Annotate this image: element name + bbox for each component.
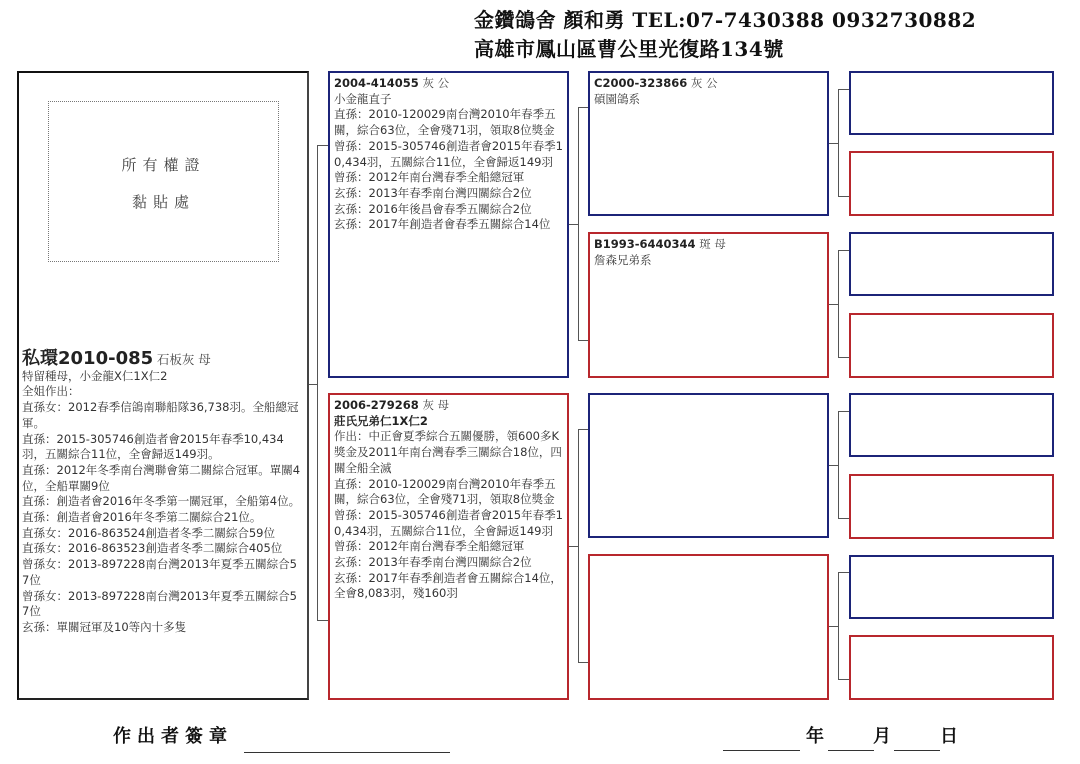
signature-label: 作出者簽章 — [113, 726, 233, 747]
dam-name: 莊氏兄弟仁1X仁2 — [334, 413, 428, 428]
connector-line — [829, 465, 838, 466]
sire-line: 曾孫：2015-305746創造者會2015年春季10,434羽，五關綜合11位，全會歸返149羽 — [334, 138, 563, 169]
subject-line: 玄孫：單關冠軍及10等內十多隻 — [22, 619, 187, 634]
dam-line: 直孫：2010-120029南台灣2010年春季五關，綜合63位，全會殘71羽，領取8位獎金 — [334, 476, 556, 507]
connector-line — [838, 679, 849, 680]
day-line[interactable] — [894, 750, 940, 751]
connector-line — [838, 196, 849, 197]
sire-dam-strain: 詹森兄弟系 — [594, 252, 652, 267]
loft-contact-header: 金鑽鴿舍 顏和勇 TEL:07-7430388 0932730882 — [474, 8, 977, 32]
connector-line — [838, 250, 839, 358]
subject-line: 直孫女：2016-863523創造者冬季二關綜合405位 — [22, 541, 283, 556]
connector-line — [309, 384, 317, 385]
connector-line — [838, 89, 839, 197]
day-label: 日 — [940, 726, 958, 747]
connector-line — [838, 572, 849, 573]
dam-line: 曾孫：2015-305746創造者會2015年春季10,434羽，五關綜合11位，全會歸返149羽 — [334, 507, 563, 538]
connector-line — [317, 145, 328, 146]
sire-dam-color-sex: 斑 母 — [699, 237, 726, 251]
gen4-box-1 — [849, 71, 1054, 135]
subject-line: 直孫：創造者會2016年冬季第一關冠軍，全船第4位。 — [22, 494, 301, 509]
connector-line — [838, 572, 839, 680]
sire-sire-box — [588, 71, 829, 216]
year-line[interactable] — [723, 750, 800, 751]
certificate-label-1: 所有權證 — [121, 156, 206, 174]
sire-line: 玄孫：2016年後昌會春季五關綜合2位 — [334, 201, 532, 216]
gen4-box-7 — [849, 555, 1054, 619]
subject-line: 直孫女：2012春季信鴿南聯船隊36,738羽。全船總冠軍。 — [22, 400, 299, 430]
dam-sire-box — [588, 393, 829, 538]
sire-line: 直孫：2010-120029南台灣2010年春季五關，綜合63位，全會殘71羽，領取8位獎金 — [334, 107, 556, 138]
gen4-box-5 — [849, 393, 1054, 457]
connector-line — [829, 143, 838, 144]
year-label: 年 — [806, 726, 824, 747]
sire-sire-ring-number: C2000-323866 — [594, 76, 688, 90]
dam-line: 玄孫：2017年春季創造者會五關綜合14位，全會8,083羽，殘160羽 — [334, 570, 562, 601]
subject-line: 曾孫女：2013-897228南台灣2013年夏季五關綜合57位 — [22, 588, 297, 619]
connector-line — [578, 107, 588, 108]
subject-ring-number: 私環2010-085 — [22, 348, 154, 369]
signature-line[interactable] — [244, 752, 450, 753]
dam-line: 曾孫：2012年南台灣春季全船總冠軍 — [334, 539, 525, 554]
sire-box — [328, 71, 569, 378]
subject-line: 特留種母，小金龍X仁1X仁2 — [22, 368, 168, 383]
month-label: 月 — [873, 726, 891, 747]
connector-line — [829, 304, 838, 305]
dam-line: 作出：中正會夏季綜合五關優勝，領600多K獎金及2011年南台灣春季三關綜合18位，四關全船全滅 — [334, 429, 562, 475]
connector-line — [838, 518, 849, 519]
subject-color-sex: 石板灰 母 — [156, 352, 211, 367]
subject-line: 直孫女：2016-863524創造者冬季二關綜合59位 — [22, 525, 275, 540]
connector-line — [578, 662, 588, 663]
dam-box — [328, 393, 569, 700]
connector-line — [838, 411, 839, 519]
dam-ring-number: 2006-279268 — [334, 398, 419, 412]
connector-line — [317, 145, 318, 621]
connector-line — [829, 626, 838, 627]
subject-details — [19, 348, 307, 639]
connector-line — [838, 357, 849, 358]
sire-sire-strain: 碩園鴿系 — [594, 91, 640, 106]
dam-line: 玄孫：2013年春季南台灣四關綜合2位 — [334, 555, 532, 570]
gen4-box-2 — [849, 151, 1054, 216]
subject-line: 曾孫女：2013-897228南台灣2013年夏季五關綜合57位 — [22, 557, 297, 587]
connector-line — [838, 411, 849, 412]
subject-line: 直孫：創造者會2016年冬季第二關綜合21位。 — [22, 510, 262, 525]
sire-line: 小金龍直子 — [334, 91, 392, 106]
sire-line: 玄孫：2017年創造者會春季五關綜合14位 — [334, 217, 551, 232]
dam-dam-box — [588, 554, 829, 700]
dam-color-sex: 灰 母 — [422, 398, 450, 412]
subject-line: 直孫：2012年冬季南台灣聯會第二關綜合冠軍。單關4位，全船單關9位 — [22, 462, 301, 493]
sire-dam-ring-number: B1993-6440344 — [594, 237, 696, 251]
loft-address: 高雄市鳳山區曹公里光復路134號 — [474, 37, 784, 61]
subject-line: 全姐作出： — [22, 384, 80, 399]
connector-line — [578, 429, 579, 663]
connector-line — [569, 546, 578, 547]
sire-line: 曾孫：2012年南台灣春季全船總冠軍 — [334, 170, 525, 185]
connector-line — [838, 89, 849, 90]
connector-line — [578, 107, 579, 341]
sire-dam-box — [588, 232, 829, 378]
gen4-box-4 — [849, 313, 1054, 378]
subject-pigeon-box — [17, 71, 309, 700]
certificate-label-2: 黏貼處 — [131, 193, 195, 211]
connector-line — [317, 620, 328, 621]
gen4-box-8 — [849, 635, 1054, 700]
sire-line: 玄孫：2013年春季南台灣四關綜合2位 — [334, 185, 532, 200]
certificate-placeholder — [48, 101, 279, 262]
connector-line — [838, 250, 849, 251]
sire-ring-number: 2004-414055 — [334, 76, 419, 90]
subject-line: 直孫：2015-305746創造者會2015年春季10,434羽，五關綜合11位，全會歸返149羽。 — [22, 431, 284, 462]
sire-color-sex: 灰 公 — [422, 76, 450, 90]
connector-line — [569, 224, 578, 225]
gen4-box-3 — [849, 232, 1054, 296]
month-line[interactable] — [828, 750, 874, 751]
gen4-box-6 — [849, 474, 1054, 539]
connector-line — [578, 429, 588, 430]
sire-sire-color-sex: 灰 公 — [690, 76, 718, 90]
connector-line — [578, 340, 588, 341]
